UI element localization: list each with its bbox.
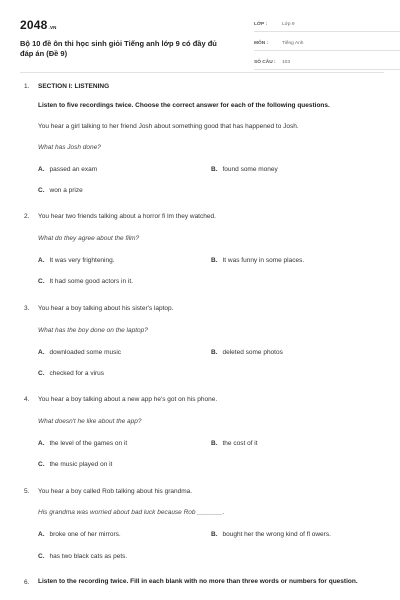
question-text: What has Josh done?: [38, 144, 101, 151]
document-meta: [254, 18, 400, 75]
option-c: [38, 370, 104, 377]
option-a: [38, 531, 121, 538]
meta-value: Tiếng Anh: [282, 41, 304, 46]
option-letter: A.: [38, 349, 45, 356]
option-text: It was funny in some places.: [222, 257, 305, 264]
option-a: [38, 349, 121, 356]
option-text: It had some good actors in it.: [49, 278, 133, 285]
option-b: [211, 531, 331, 538]
option-a: [38, 440, 127, 447]
option-text: deleted some photos: [222, 349, 283, 356]
option-letter: A.: [38, 166, 45, 173]
question-prompt: You hear a boy called Rob talking about his grandma.: [38, 488, 193, 495]
option-letter: A.: [38, 531, 45, 538]
option-b: [211, 166, 278, 173]
question-number: 3.: [24, 305, 30, 312]
section-number: 1.: [24, 83, 30, 90]
question-text: His grandma was worried about bad luck because Rob _______.: [38, 509, 225, 516]
option-text: bought her the wrong kind of fl owers.: [222, 531, 331, 538]
site-logo[interactable]: [20, 18, 57, 32]
option-text: It was very frightening.: [49, 257, 115, 264]
meta-value: 103: [282, 60, 291, 65]
option-letter: B.: [211, 349, 218, 356]
meta-label: LỚP :: [254, 22, 268, 27]
question-prompt: You hear two friends talking about a horror fi lm they watched.: [38, 213, 216, 220]
question-text: What do they agree about the film?: [38, 235, 140, 242]
option-text: the cost of it: [222, 440, 258, 447]
option-a: [38, 166, 97, 173]
option-text: checked for a virus: [49, 370, 105, 377]
option-letter: C.: [38, 461, 45, 468]
option-text: found some money: [222, 166, 278, 173]
header-divider: [20, 72, 384, 73]
option-letter: C.: [38, 187, 45, 194]
option-a: [38, 257, 115, 264]
option-letter: B.: [211, 440, 218, 447]
question-text: What doesn't he like about the app?: [38, 418, 142, 425]
meta-label: SỐ CÂU :: [254, 60, 276, 65]
option-text: the level of the games on it: [49, 440, 128, 447]
section-title: SECTION I: LISTENING: [38, 83, 110, 90]
question-number: 4.: [24, 396, 30, 403]
question-text: What has the boy done on the laptop?: [38, 327, 148, 334]
question-prompt: You hear a boy talking about his sister's laptop.: [38, 305, 174, 312]
option-text: passed an exam: [49, 166, 98, 173]
question-number: 2.: [24, 213, 30, 220]
option-text: broke one of her mirrors.: [49, 531, 121, 538]
option-letter: B.: [211, 166, 218, 173]
option-letter: A.: [38, 257, 45, 264]
option-c: [38, 461, 112, 468]
meta-value: Lớp 9: [282, 22, 295, 27]
option-letter: C.: [38, 553, 45, 560]
option-letter: C.: [38, 278, 45, 285]
option-text: won a prize: [49, 187, 83, 194]
option-letter: C.: [38, 370, 45, 377]
option-b: [211, 257, 304, 264]
meta-question-count: [254, 56, 400, 70]
question-prompt: You hear a boy talking about a new app he's got on his phone.: [38, 396, 218, 403]
question-number: 5.: [24, 488, 30, 495]
section-instruction: Listen to the recording twice. Fill in each blank with no more than three words or numbers for question.: [38, 578, 358, 585]
meta-grade: [254, 18, 400, 32]
option-c: [38, 187, 83, 194]
option-c: [38, 278, 133, 285]
option-text: has two black cats as pets.: [49, 553, 128, 560]
meta-subject: [254, 37, 400, 51]
option-letter: A.: [38, 440, 45, 447]
option-text: downloaded some music: [49, 349, 122, 356]
document-header: [20, 14, 384, 78]
option-text: the music played on it: [49, 461, 113, 468]
section-instruction: Listen to five recordings twice. Choose the correct answer for each of the following questions.: [38, 102, 330, 109]
question-number: 6.: [24, 579, 30, 586]
meta-label: MÔN :: [254, 41, 269, 46]
option-b: [211, 440, 258, 447]
option-letter: B.: [211, 531, 218, 538]
option-b: [211, 349, 283, 356]
option-c: [38, 553, 127, 560]
logo-suffix: .VN: [48, 25, 57, 30]
question-prompt: You hear a girl talking to her friend Josh about something good that has happened to Josh.: [38, 123, 299, 130]
document-title: Bộ 10 đề ôn thi học sinh giỏi Tiếng anh lớp 9 có đầy đủ đáp án (Đề 9): [20, 39, 217, 58]
logo-text: 2048: [20, 18, 48, 32]
option-letter: B.: [211, 257, 218, 264]
